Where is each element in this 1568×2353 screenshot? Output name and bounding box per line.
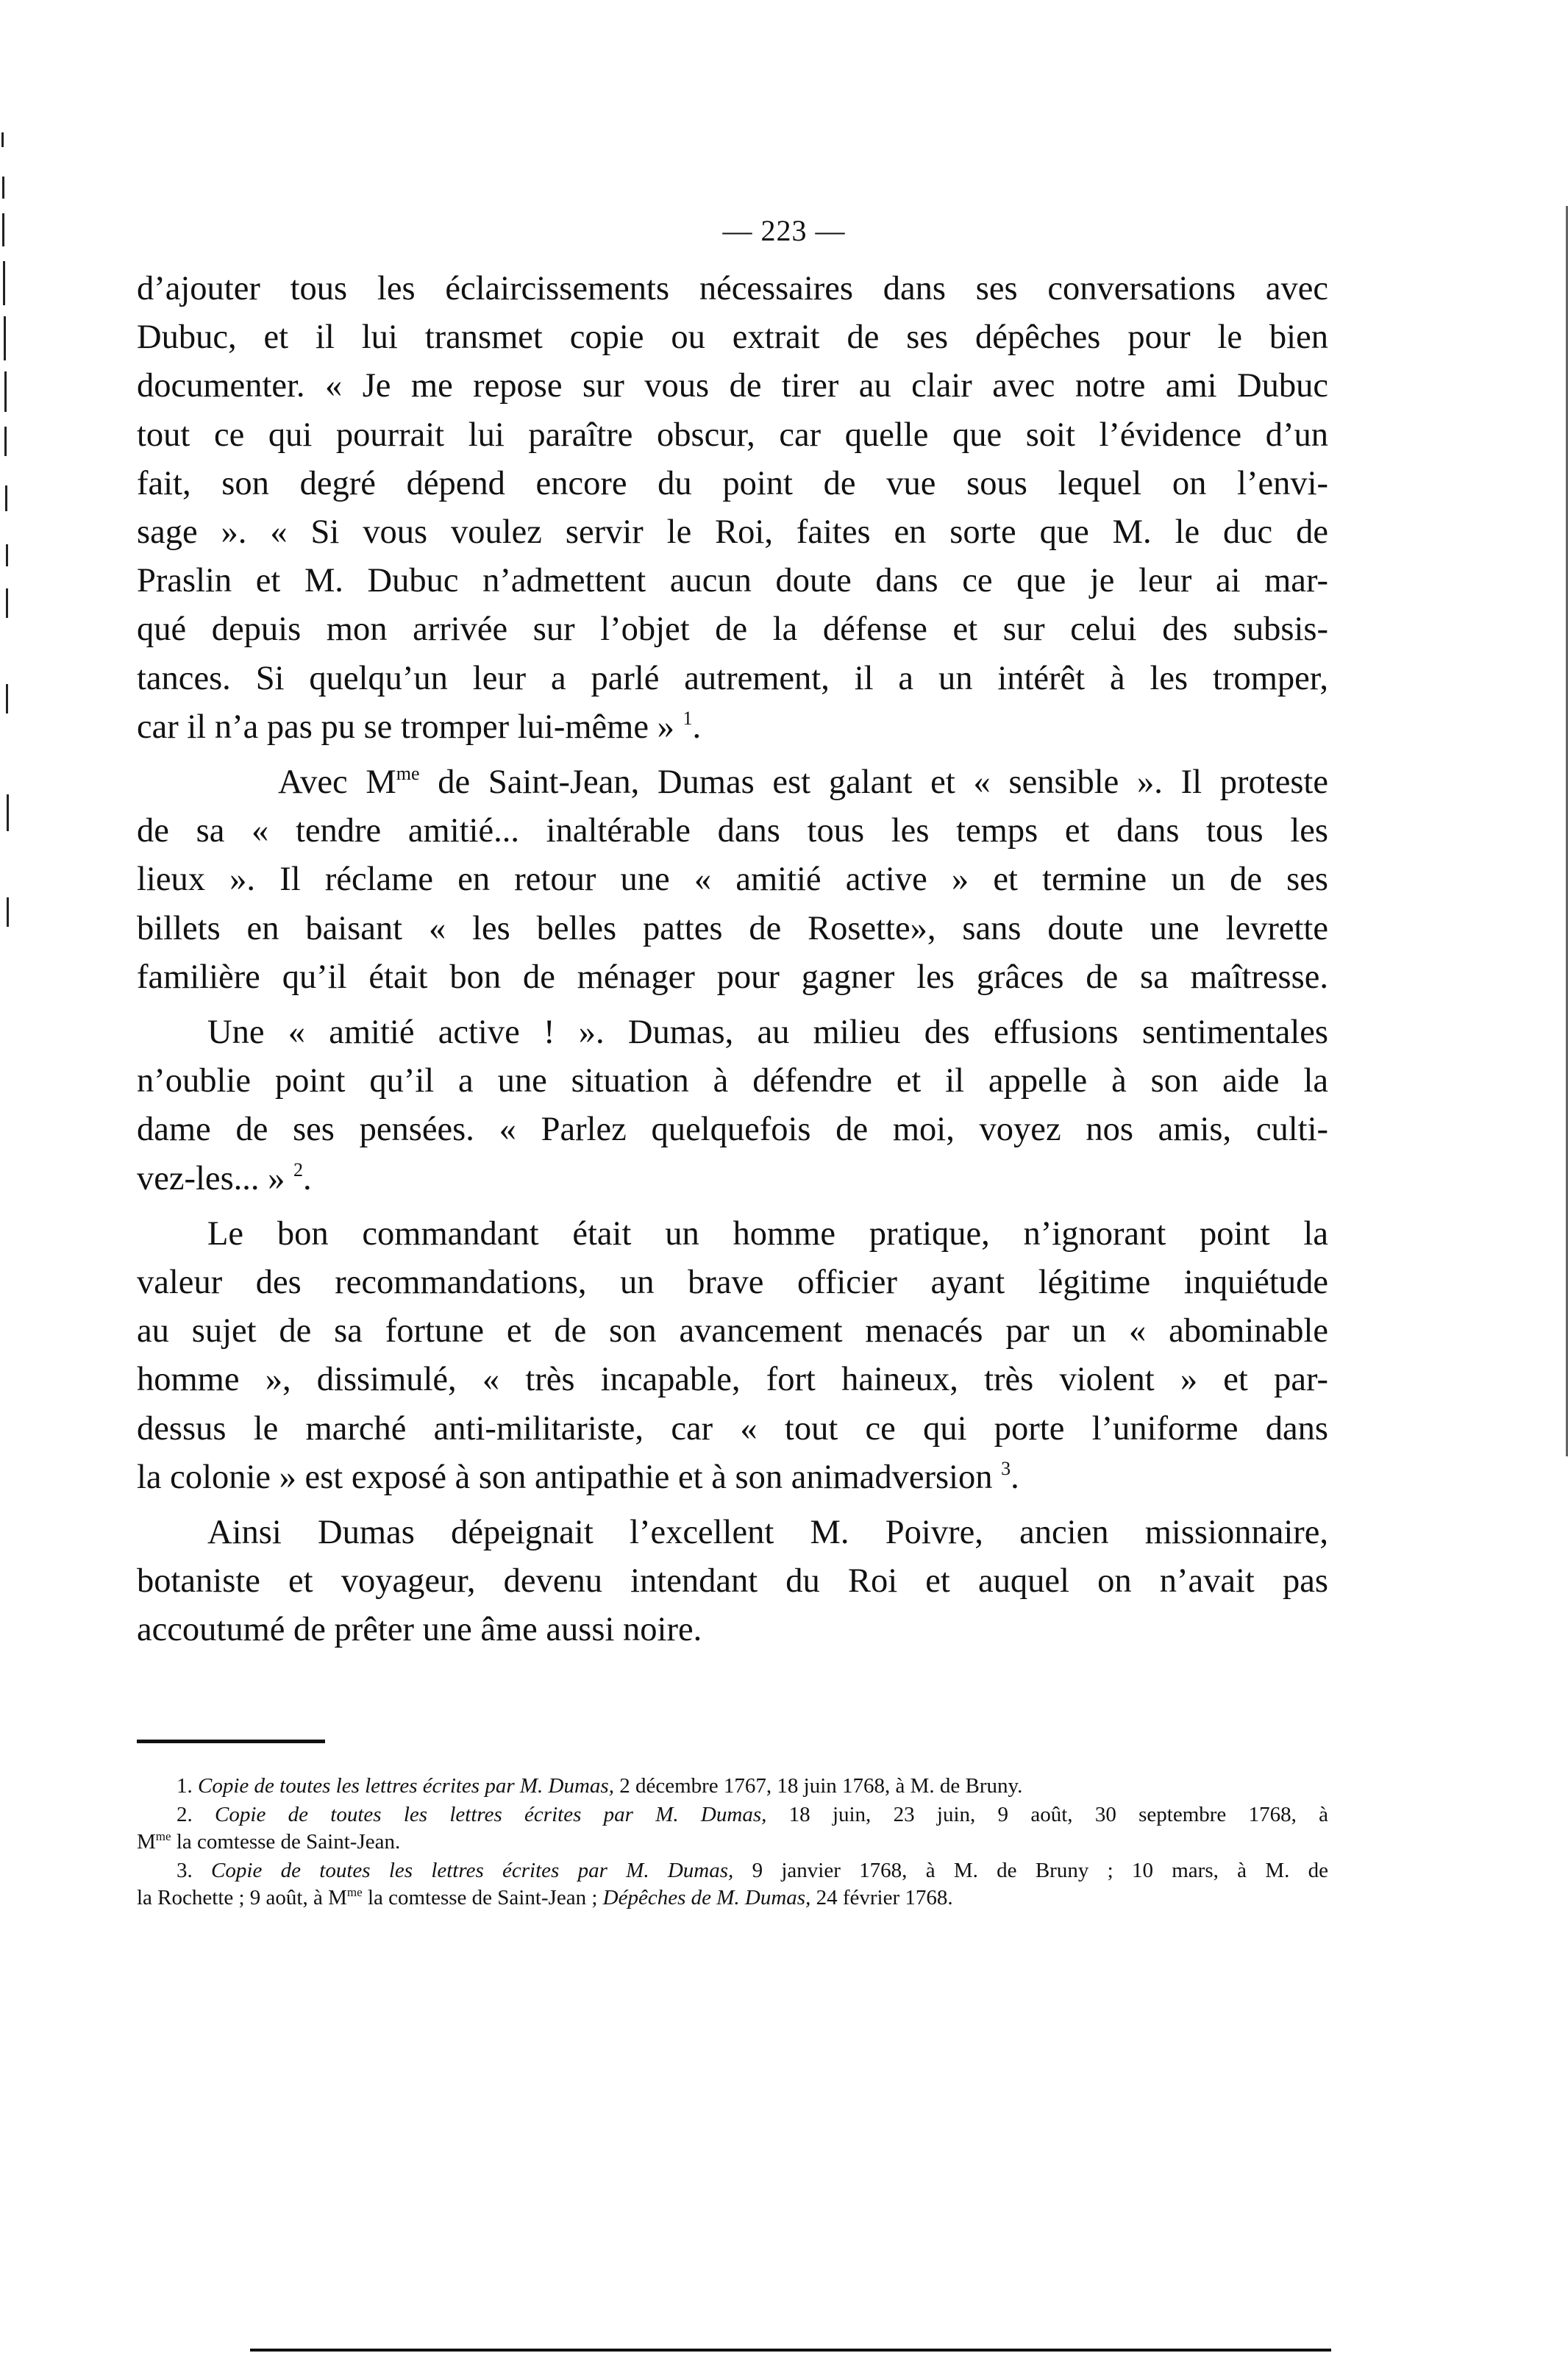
footnote-source-title: Copie de toutes les lettres écrites par M. Dumas, xyxy=(211,1859,734,1882)
footnote-line xyxy=(137,1884,1328,1912)
scan-artifact-left-12 xyxy=(7,794,9,831)
scan-artifact-left-13 xyxy=(7,897,9,927)
scan-artifact-left-4 xyxy=(3,261,5,305)
text-line: valeur des recommandations, un brave officier ayant légitime inquiétude xyxy=(137,1264,1328,1302)
text-line: fait, son degré dépend encore du point de vue sous lequel on l’envi- xyxy=(137,464,1328,502)
footnote-text: la comtesse de Saint-Jean. xyxy=(171,1830,401,1854)
superscript-me: me xyxy=(346,1885,363,1899)
text-line: accoutumé de prêter une âme aussi noire. xyxy=(137,1611,702,1649)
footnote-ref-2[interactable]: 2 xyxy=(293,1158,304,1181)
footnote-line xyxy=(137,1829,1328,1856)
paragraph-3 xyxy=(137,1008,1328,1203)
footnote-text: 9 janvier 1768, à M. de Bruny ; 10 mars, à M. de xyxy=(733,1859,1329,1882)
punctuation: . xyxy=(303,1159,312,1197)
paragraph-1 xyxy=(137,265,1328,752)
text-line: tances. Si quelqu’un leur a parlé autrement, il a un intérêt à les tromper, xyxy=(137,659,1328,697)
footnote-separator xyxy=(137,1740,325,1743)
scan-artifact-left-8 xyxy=(5,485,7,511)
superscript-me: me xyxy=(396,763,420,785)
scan-artifact-left-7 xyxy=(4,427,7,456)
scan-artifact-left-2 xyxy=(2,177,4,199)
footnote-line xyxy=(137,1857,1328,1884)
text-line: billets en baisant « les belles pattes de Rosette», sans doute une levrette xyxy=(137,909,1328,947)
footnote-1 xyxy=(137,1773,1328,1800)
text-line-content: car il n’a pas pu se tromper lui-même » xyxy=(137,708,674,746)
scan-artifact-left-11 xyxy=(6,684,8,713)
text-line-content: Avec M xyxy=(278,763,396,802)
footnote-source-title: Copie de toutes les lettres écrites par M. Dumas, xyxy=(215,1803,767,1826)
text-line: au sujet de sa fortune et de son avancement menacés par un « abominable xyxy=(137,1312,1328,1350)
text-line xyxy=(137,703,1328,752)
text-line: Ainsi Dumas dépeignait l’excellent M. Poivre, ancien missionnaire, xyxy=(207,1514,1328,1552)
text-line xyxy=(137,1453,1328,1502)
footnote-number: 1. xyxy=(177,1774,193,1798)
text-line xyxy=(137,1155,1328,1203)
text-line: Une « amitié active ! ». Dumas, au milieu des effusions sentimentales xyxy=(207,1014,1328,1052)
text-line: botaniste et voyageur, devenu intendant du Roi et auquel on n’avait pas xyxy=(137,1562,1328,1601)
text-line: dessus le marché anti-militariste, car « tout ce qui porte l’uniforme dans xyxy=(137,1409,1328,1448)
footnote-number: 3. xyxy=(177,1859,193,1882)
text-line-content: de Saint-Jean, Dumas est galant et « sensible ». Il proteste xyxy=(419,763,1328,802)
footnote-2 xyxy=(137,1801,1328,1856)
text-line: homme », dissimulé, « très incapable, fort haineux, très violent » et par- xyxy=(137,1361,1328,1399)
scan-artifact-left-6 xyxy=(4,371,7,412)
footnote-line xyxy=(137,1801,1328,1829)
punctuation: . xyxy=(692,708,702,746)
footnote-text: 24 février 1768. xyxy=(810,1886,953,1909)
text-line-content: la colonie » est exposé à son antipathie et à son animadversion xyxy=(137,1458,1002,1496)
text-line: n’oublie point qu’il a une situation à défendre et il appelle à son aide la xyxy=(137,1062,1328,1100)
page-number: — 223 — xyxy=(722,214,846,247)
text-line-content: vez-les... » xyxy=(137,1159,285,1197)
superscript-me: me xyxy=(155,1829,171,1843)
text-line: lieux ». Il réclame en retour une « amitié active » et termine un de ses xyxy=(137,861,1328,899)
footnote-text: 18 juin, 23 juin, 9 août, 30 septembre 1768, à xyxy=(766,1803,1329,1826)
text-line: Le bon commandant était un homme pratique, n’ignorant point la xyxy=(207,1214,1328,1253)
text-line: de sa « tendre amitié... inaltérable dans tous les temps et dans tous les xyxy=(137,812,1328,850)
footnote-3 xyxy=(137,1857,1328,1912)
text-line: sage ». « Si vous voulez servir le Roi, faites en sorte que M. le duc de xyxy=(137,513,1328,552)
scan-artifact-left-9 xyxy=(6,544,8,566)
scan-artifact-left-1 xyxy=(1,132,4,147)
text-line: qué depuis mon arrivée sur l’objet de la défense et sur celui des subsis- xyxy=(137,611,1328,649)
body-text xyxy=(137,265,1328,1655)
footnote-number: 2. xyxy=(177,1803,193,1826)
footnote-text: 2 décembre 1767, 18 juin 1768, à M. de Bruny. xyxy=(613,1774,1023,1798)
text-line: dame de ses pensées. « Parlez quelquefois de moi, voyez nos amis, culti- xyxy=(137,1111,1328,1149)
scan-artifact-left-5 xyxy=(4,316,6,360)
text-line xyxy=(137,758,1328,807)
footnote-source-title: Dépêches de M. Dumas, xyxy=(602,1886,811,1909)
scan-artifact-left-10 xyxy=(6,588,8,618)
footnote-text: M xyxy=(137,1830,156,1854)
footnotes xyxy=(137,1773,1328,1913)
footnote-text: la Rochette ; 9 août, à M xyxy=(137,1886,347,1909)
scan-artifact-bottom xyxy=(250,2349,1331,2352)
text-line: documenter. « Je me repose sur vous de tirer au clair avec notre ami Dubuc xyxy=(137,367,1328,405)
text-line: familière qu’il était bon de ménager pour gagner les grâces de sa maîtresse. xyxy=(137,958,1328,996)
footnote-source-title: Copie de toutes les lettres écrites par M. Dumas, xyxy=(198,1774,614,1798)
punctuation: . xyxy=(1011,1458,1019,1496)
footnote-ref-3[interactable]: 3 xyxy=(1001,1457,1011,1479)
paragraph-5 xyxy=(137,1509,1328,1655)
text-line: d’ajouter tous les éclaircissements nécessaires dans ses conversations avec xyxy=(137,270,1328,307)
text-line: Dubuc, et il lui transmet copie ou extrait de ses dépêches pour le bien xyxy=(137,318,1328,357)
text-line: Praslin et M. Dubuc n’admettent aucun doute dans ce que je leur ai mar- xyxy=(137,562,1328,600)
paragraph-2 xyxy=(137,758,1328,1002)
footnote-ref-1[interactable]: 1 xyxy=(683,707,693,729)
paragraph-4 xyxy=(137,1210,1328,1502)
text-line: tout ce qui pourrait lui paraître obscur, car quelle que soit l’évidence d’un xyxy=(137,416,1328,454)
footnote-text: la comtesse de Saint-Jean ; xyxy=(362,1886,603,1909)
footnote-line xyxy=(137,1773,1328,1800)
